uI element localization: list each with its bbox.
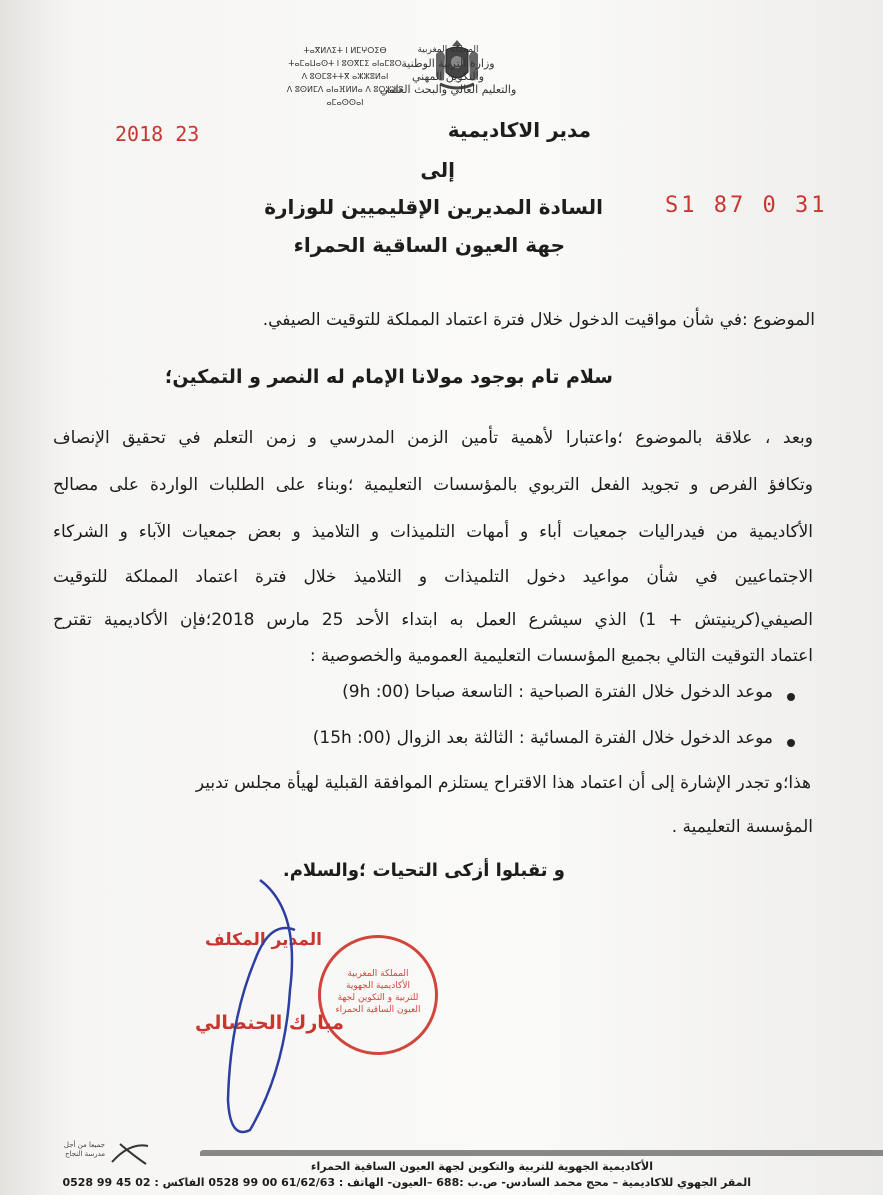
bullet-icon: [787, 693, 795, 701]
tamazight-line: ⴷ ⵓⵙⵍⵎⴷ ⴰⵏⴰⴼⵍⵍⴰ ⴷ ⵓⵔⵣⵣⵓ ⴰⵎⴰⵙⵙⴰⵏ: [286, 85, 404, 107]
signatory-title: المدير المكلف: [205, 930, 322, 950]
tamazight-line: ⵜⴰⵎⴰⵡⴰⵙⵜ ⵏ ⵓⵙⴳⵎⵉ ⴰⵏⴰⵎⵓⵔ: [288, 59, 402, 68]
to-word: إلى: [420, 158, 455, 182]
stamp-text: المملكة المغربية الأكاديمية الجهوية للتربية و التكوين لجهة العيون الساقية الحمراء: [335, 969, 421, 1015]
subject: الموضوع :في شأن مواقيت الدخول خلال فترة اعتماد المملكة للتوقيت الصيفي.: [262, 310, 815, 330]
sender: مدير الاكاديمية: [447, 118, 591, 142]
bullet-icon: [787, 739, 795, 747]
region: جهة العيون الساقية الحمراء: [293, 233, 565, 257]
closing: و تقبلوا أزكى التحيات ؛والسلام.: [282, 860, 565, 881]
bullet-item: موعد الدخول خلال الفترة المسائية : الثالثة بعد الزوال (15h :00): [312, 728, 773, 748]
footer-divider: [200, 1150, 883, 1156]
header-line: وزارة التربية الوطنية: [401, 57, 495, 70]
school-logo-icon: [110, 1140, 150, 1166]
bullet-item: موعد الدخول خلال الفترة الصباحية : التاسعة صباحا (9h :00): [342, 682, 773, 702]
footer-line-1: الأكاديمية الجهوية للتربية والتكوين لجهة العيون الساقية الحمراء: [310, 1160, 653, 1173]
tamazight-line: ⵜⴰⴳⵍⴷⵉⵜ ⵏ ⵍⵎⵖⵔⵉⴱ: [303, 46, 387, 55]
body-line: الأكاديمية من فيدراليات جمعيات أباء و أمهات التلميذات و التلاميذ و بعض جمعيات الآباء و الشركاء: [53, 522, 813, 542]
header-arabic: [363, 44, 533, 96]
handwritten-signature: [200, 870, 310, 1140]
signatory-name: مبارك الحنصالي: [195, 1012, 344, 1034]
note-line: المؤسسة التعليمية .: [671, 817, 813, 837]
date-stamp: 2018 23: [115, 122, 200, 146]
note-line: هذا؛و تجدر الإشارة إلى أن اعتماد هذا الاقتراح يستلزم الموافقة القبلية لهيأة مجلس تدبير: [195, 773, 811, 793]
header-line: والتكوين المهني: [411, 70, 485, 83]
reference-stamp: S1 87 0 31: [665, 193, 828, 218]
footer-logo-text: جميعا من أجل مدرسة النجاح: [63, 1141, 105, 1158]
salutation: سلام تام بوجود مولانا الإمام له النصر و التمكين؛: [164, 366, 613, 388]
header-line: المملكة المغربية: [417, 45, 479, 55]
body-line: الاجتماعيين في شأن مواعيد دخول التلميذات و التلاميذ خلال فترة اعتماد المملكة للتوقيت: [53, 567, 813, 587]
body-line: وتكافؤ الفرص و تجويد الفعل التربوي بالمؤسسات التعليمية ؛وبناء على الطلبات الواردة على مصالح: [53, 475, 813, 495]
body-line: الصيفي(كرينيتش + 1) الذي سيشرع العمل به ابتداء الأحد 25 مارس 2018؛فإن الأكاديمية تقترح: [53, 610, 813, 630]
body-line: وبعد ، علاقة بالموضوع ؛واعتبارا لأهمية تأمين الزمن المدرسي و زمن التعلم في تحقيق الإنصاف: [53, 428, 813, 448]
recipients: السادة المديرين الإقليميين للوزارة: [264, 195, 603, 219]
official-stamp: [318, 935, 438, 1055]
footer-line-2: المقر الجهوي للاكاديمية – محج محمد السادس- ص.ب :688 –العيون- الهاتف : 61/62/63 00 99 0528 الفاكس : 02 45 99 0528: [62, 1176, 751, 1189]
header-line: والتعليم العالي والبحث العلمي: [379, 83, 517, 96]
body-line: اعتماد التوقيت التالي بجميع المؤسسات التعليمية العمومية والخصوصية :: [309, 646, 813, 666]
tamazight-line: ⴷ ⵓⵙⵎⵓⵜⵜⴳ ⴰⵣⵣⵓⵍⴰⵏ: [301, 72, 389, 81]
